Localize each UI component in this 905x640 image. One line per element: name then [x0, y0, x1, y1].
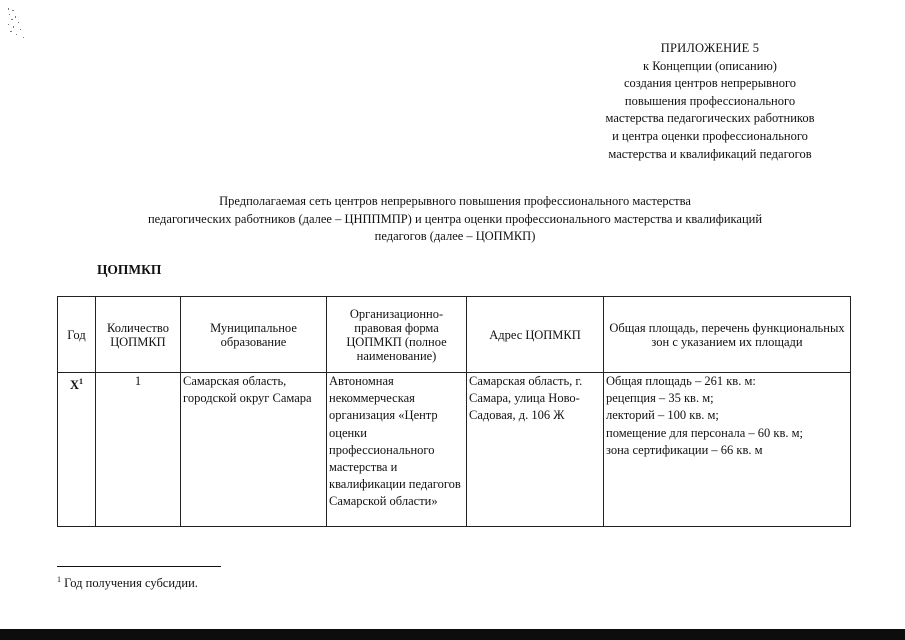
table-row: [58, 373, 851, 527]
appendix-line: к Концепции (описанию): [643, 58, 777, 73]
table-header-row: [58, 297, 851, 373]
cell-year: [58, 373, 96, 527]
cell-org-form: Автономная некоммерческая организация «Центр оценки профессионального мастерства и квалификации педагогов Самарской области»: [327, 373, 467, 527]
year-value: X: [69, 378, 80, 393]
appendix-title: ПРИЛОЖЕНИЕ 5: [660, 41, 760, 55]
appendix-line: создания центров непрерывного: [623, 76, 797, 91]
appendix-line: мастерства педагогических работников: [605, 111, 815, 126]
footnote-mark: 1: [57, 575, 61, 584]
cell-area: [604, 373, 851, 527]
header-area: Общая площадь, перечень функциональных зон с указанием их площади: [604, 297, 851, 373]
appendix-line: повышения профессионального: [624, 93, 796, 108]
centers-table: [57, 296, 851, 527]
header-year: Год: [58, 297, 96, 373]
appendix-header: [560, 40, 860, 163]
scan-edge-bar: [0, 629, 905, 640]
footnote: [57, 575, 198, 591]
area-line: зона сертификации – 66 кв. м: [606, 442, 763, 457]
footnote-ref: 1: [79, 377, 84, 386]
document-title: [60, 193, 850, 246]
area-line: рецепция – 35 кв. м;: [606, 391, 714, 406]
header-address: Адрес ЦОПМКП: [467, 297, 604, 373]
title-line: Предполагаемая сеть центров непрерывного повышения профессионального мастерства: [219, 194, 691, 208]
header-count: Количество ЦОПМКП: [96, 297, 181, 373]
area-line: Общая площадь – 261 кв. м:: [606, 374, 756, 388]
cell-municipality: Самарская область, городской округ Самара: [181, 373, 327, 527]
title-line: педагогических работников (далее – ЦНППМПР) и центра оценки профессионального мастерства и квалификаций: [147, 211, 763, 226]
cell-address: Самарская область, г. Самара, улица Ново-Садовая, д. 106 Ж: [467, 373, 604, 527]
cell-count: 1: [96, 373, 181, 527]
scan-speckle: [6, 4, 28, 44]
footnote-text: Год получения субсидии.: [64, 576, 198, 591]
appendix-line: мастерства и квалификаций педагогов: [608, 146, 812, 161]
title-line: педагогов (далее – ЦОПМКП): [374, 229, 536, 243]
section-heading: ЦОПМКП: [97, 262, 162, 277]
appendix-line: и центра оценки профессионального: [612, 128, 808, 143]
area-line: лекторий – 100 кв. м;: [606, 408, 719, 423]
header-municipality: Муниципальное образование: [181, 297, 327, 373]
header-org-form: Организационно-правовая форма ЦОПМКП (полное наименование): [327, 297, 467, 373]
footnote-divider: [57, 566, 221, 567]
area-line: помещение для персонала – 60 кв. м;: [606, 425, 804, 440]
